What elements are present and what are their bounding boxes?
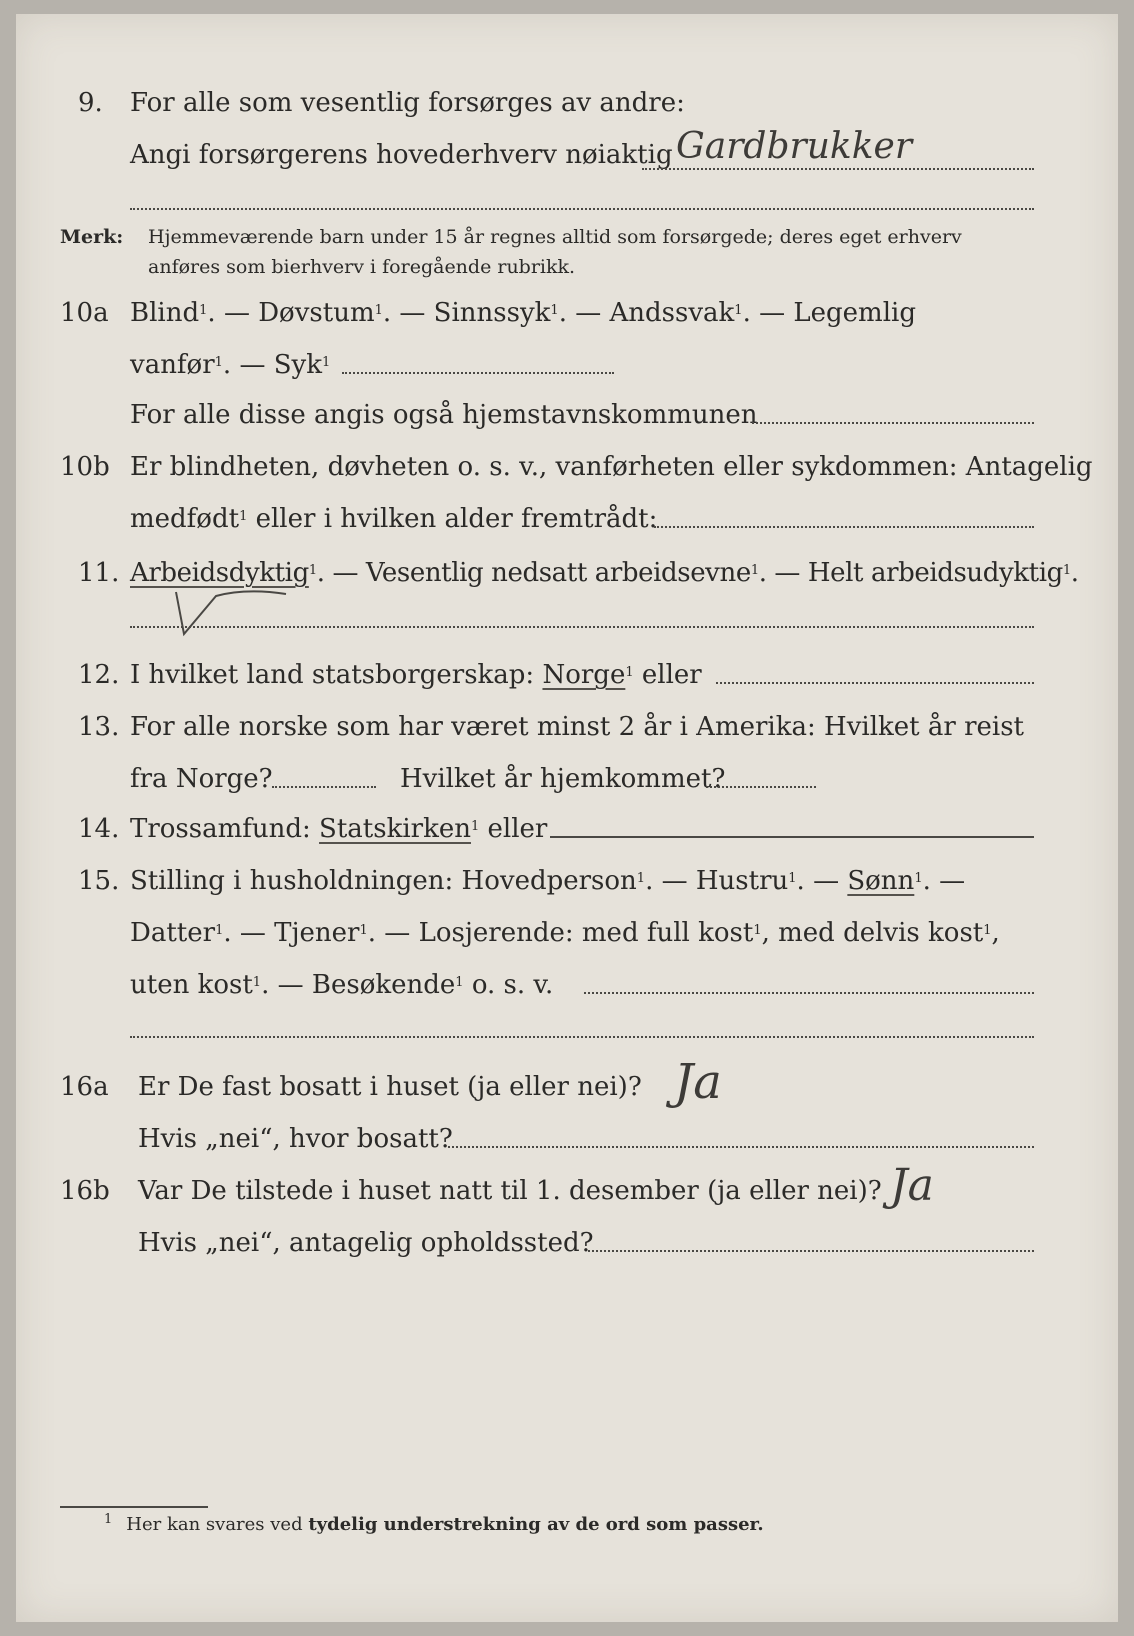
- q16a-line1: Er De fast bosatt i huset (ja eller nei)?: [138, 1072, 642, 1102]
- option-full-kost: . — Losjerende: med full kost: [367, 918, 754, 948]
- q15-line3: uten kost$^1$. — Besøkende$^1$ o. s. v.: [130, 970, 554, 1000]
- q10a-hjemstavn-line: [752, 422, 1034, 424]
- option-blind: Blind: [130, 298, 200, 328]
- q16b-handwritten-answer: Ja: [890, 1160, 934, 1211]
- q10a-line2: vanfør$^1$. — Syk$^1$: [130, 350, 331, 380]
- q10a-number: 10a: [60, 298, 109, 328]
- footnote: [104, 1514, 764, 1535]
- merk-label: Merk:: [60, 226, 124, 248]
- option-tjener: . — Tjener: [223, 918, 360, 948]
- q15-line2: Datter$^1$. — Tjener$^1$. — Losjerende: med full kost$^1$, med delvis kost$^1$,: [130, 918, 1000, 948]
- q10b-alder-text: eller i hvilken alder fremtrådt:: [247, 504, 658, 534]
- q12-question: I hvilket land statsborgerskap:: [130, 660, 543, 690]
- q10a-line1: Blind$^1$. — Døvstum$^1$. — Sinnssyk$^1$. — Andssvak$^1$. — Legemlig: [130, 298, 916, 328]
- q16a-number: 16a: [60, 1072, 109, 1102]
- q15-line1: Stilling i husholdningen: Hovedperson$^1$. — Hustru$^1$. — Sønn$^1$. —: [130, 866, 966, 896]
- q11-line: Arbeidsdyktig$^1$. — Vesentlig nedsatt arbeidsevne$^1$. — Helt arbeidsudyktig$^1$.: [130, 558, 1079, 588]
- footnote-text: Her kan svares ved: [126, 1514, 303, 1535]
- q12-answer-line: [716, 682, 1034, 684]
- q15-dash-end: . —: [922, 866, 966, 896]
- q10b-answer-line: [654, 526, 1034, 528]
- option-syk: . — Syk: [222, 350, 322, 380]
- q15-osv: o. s. v.: [463, 970, 554, 1000]
- option-udyktig: . — Helt arbeidsudyktig: [758, 558, 1063, 588]
- q10b-line1: Er blindheten, døvheten o. s. v., vanførheten eller sykdommen: Antagelig: [130, 452, 1093, 482]
- option-uten-kost: uten kost: [130, 970, 253, 1000]
- q14-answer-line: [550, 836, 1034, 838]
- q12-eller: eller: [633, 660, 702, 690]
- option-sonn: Sønn: [847, 866, 915, 896]
- option-datter: Datter: [130, 918, 216, 948]
- q9-number: 9.: [78, 88, 103, 118]
- footnote-rule: [60, 1506, 208, 1508]
- q16b-line1: Var De tilstede i huset natt til 1. desember (ja eller nei)?: [138, 1176, 882, 1206]
- q12-number: 12.: [78, 660, 120, 690]
- option-sinnssyk: . — Sinnssyk: [382, 298, 551, 328]
- q11-extra-line: [130, 626, 1034, 628]
- q16a-answer-line: [448, 1146, 1034, 1148]
- q10b-number: 10b: [60, 452, 110, 482]
- q14-question: Trossamfund:: [130, 814, 320, 844]
- q16a-handwritten-answer: Ja: [674, 1054, 722, 1110]
- q16b-line2: Hvis „nei“, antagelig opholdssted?: [138, 1228, 594, 1258]
- option-nedsatt: . — Vesentlig nedsatt arbeidsevne: [316, 558, 751, 588]
- q14-eller: eller: [479, 814, 548, 844]
- q10a-syk-line: [342, 372, 614, 374]
- option-statskirken: Statskirken: [319, 814, 471, 844]
- q12-line: I hvilket land statsborgerskap: Norge$^1$ eller: [130, 660, 702, 690]
- q15-comma: ,: [991, 918, 1000, 948]
- q15-number: 15.: [78, 866, 120, 896]
- q14-line: Trossamfund: Statskirken$^1$ eller: [130, 814, 548, 844]
- q11-number: 11.: [78, 558, 120, 588]
- census-form-page: [16, 14, 1118, 1622]
- q10b-line2: medfødt$^1$ eller i hvilken alder fremtrådt:: [130, 504, 658, 534]
- q11-checkmark-mark: [156, 584, 306, 644]
- q9-answer-line: [642, 168, 1034, 170]
- merk-line1: Hjemmeværende barn under 15 år regnes alltid som forsørgede; deres eget erhverv: [148, 226, 962, 248]
- q9-line2: Angi forsørgerens hovederhverv nøiaktig: [130, 140, 673, 170]
- option-hustru: . — Hustru: [645, 866, 789, 896]
- option-delvis-kost: , med delvis kost: [761, 918, 984, 948]
- option-dovstum: . — Døvstum: [207, 298, 375, 328]
- q9-extra-line: [130, 208, 1034, 210]
- option-norge: Norge: [542, 660, 626, 690]
- option-arbeidsdyktig: Arbeidsdyktig: [130, 558, 309, 588]
- footnote-bold-text: tydelig understrekning av de ord som passer.: [308, 1514, 764, 1535]
- q13-reist-line: [272, 786, 376, 788]
- q16b-answer-line: [588, 1250, 1034, 1252]
- q13-hjemkommet-line: [706, 786, 816, 788]
- q16a-line2: Hvis „nei“, hvor bosatt?: [138, 1124, 453, 1154]
- option-legemlig: . — Legemlig: [742, 298, 916, 328]
- q15-extra-line: [130, 1036, 1034, 1038]
- q10a-line3: For alle disse angis også hjemstavnskommunen: [130, 400, 758, 430]
- footnote-mark: 1: [104, 1512, 113, 1527]
- q15-dash: . —: [796, 866, 848, 896]
- q13-line2a: fra Norge?: [130, 764, 273, 794]
- q13-number: 13.: [78, 712, 120, 742]
- q9-line1: For alle som vesentlig forsørges av andre:: [130, 88, 685, 118]
- q13-line2b: Hvilket år hjemkommet?: [400, 764, 726, 794]
- option-besokende: . — Besøkende: [261, 970, 456, 1000]
- q11-period: .: [1070, 558, 1079, 588]
- q15-answer-line: [584, 992, 1034, 994]
- q13-line1: For alle norske som har været minst 2 år i Amerika: Hvilket år reist: [130, 712, 1024, 742]
- option-vanfor: vanfør: [130, 350, 215, 380]
- option-andssvak: . — Andssvak: [558, 298, 735, 328]
- merk-line2: anføres som bierhverv i foregående rubrikk.: [148, 256, 576, 278]
- q14-number: 14.: [78, 814, 120, 844]
- q9-handwritten-answer: Gardbrukker: [676, 126, 913, 167]
- q16b-number: 16b: [60, 1176, 110, 1206]
- option-hovedperson: Stilling i husholdningen: Hovedperson: [130, 866, 637, 896]
- option-medfodt: medfødt: [130, 504, 240, 534]
